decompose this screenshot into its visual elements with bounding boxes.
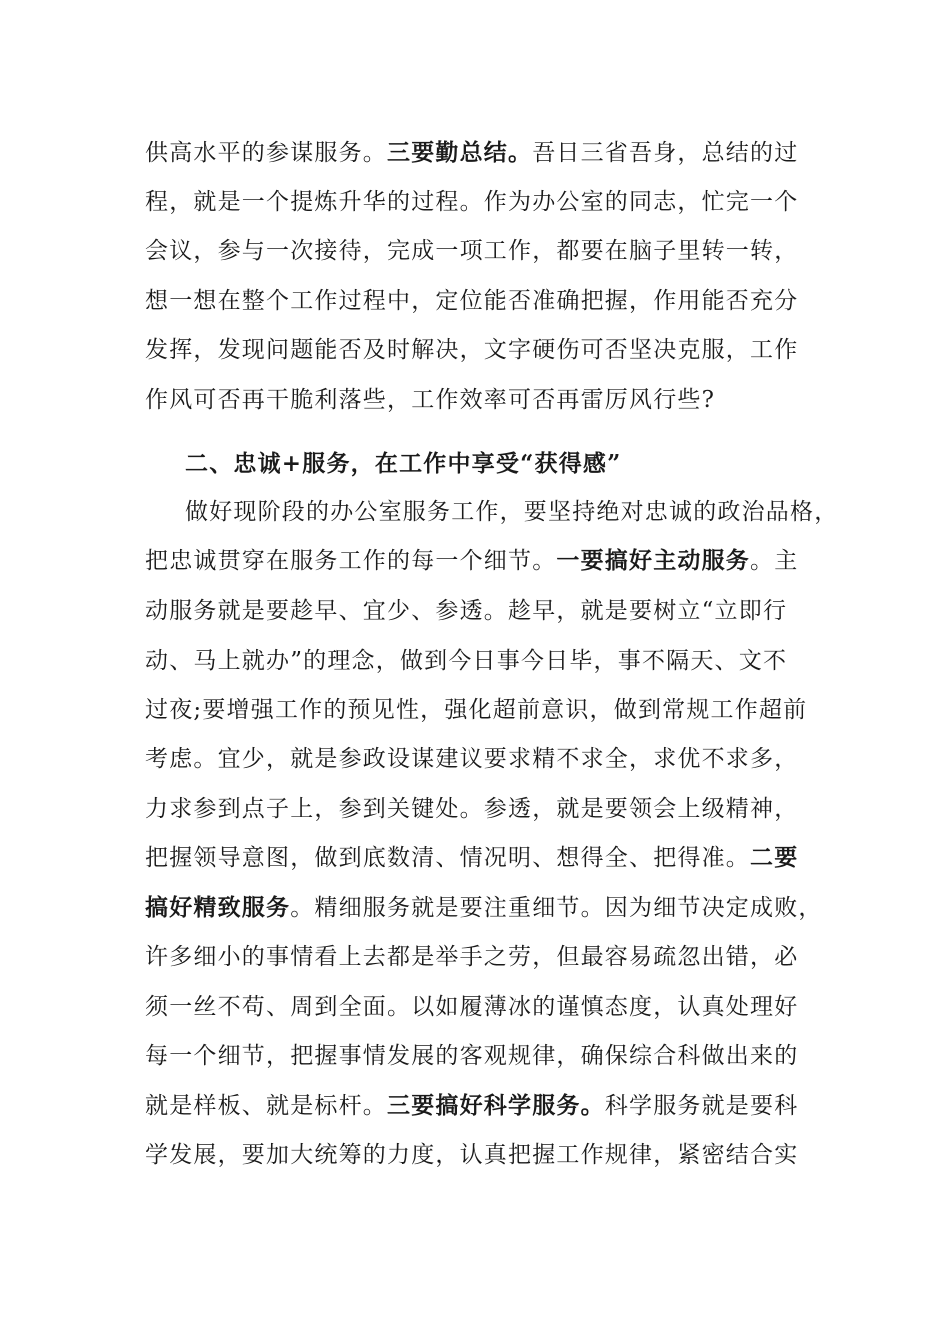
text-line: 供高水平的参谋服务。三要勤总结。吾日三省吾身，总结的过 [145, 139, 799, 166]
text-line: 学发展，要加大统筹的力度，认真把握工作规律，紧密结合实 [145, 1142, 799, 1168]
text-line: 搞好精致服务。精细服务就是要注重细节。因为细节决定成败， [145, 894, 823, 921]
text-line: 作风可否再干脆利落些，工作效率可否再雷厉风行些? [145, 387, 716, 413]
text-line: 程，就是一个提炼升华的过程。作为办公室的同志，忙完一个 [145, 189, 799, 215]
text-line: 动、马上就办”的理念，做到今日事今日毕，事不隔天、文不 [145, 648, 788, 674]
text-line: 把忠诚贯穿在服务工作的每一个细节。一要搞好主动服务。主 [145, 547, 799, 574]
text-line: 会议，参与一次接待，完成一项工作，都要在脑子里转一转， [145, 238, 799, 264]
text-line: 动服务就是要趁早、宜少、参透。趁早，就是要树立“立即行 [145, 598, 788, 624]
text-line: 力求参到点子上，参到关键处。参透，就是要领会上级精神， [145, 796, 799, 822]
text-line: 发挥，发现问题能否及时解决，文字硬伤可否坚决克服，工作 [145, 337, 799, 363]
text-line: 考虑。宜少，就是参政设谋建议要求精不求全，求优不求多， [145, 746, 799, 772]
text-line: 想一想在整个工作过程中，定位能否准确把握，作用能否充分 [145, 288, 799, 314]
text-line: 过夜;要增强工作的预见性，强化超前意识，做到常规工作超前 [145, 697, 808, 723]
text-line: 做好现阶段的办公室服务工作，要坚持绝对忠诚的政治品格， [185, 499, 839, 525]
text-line: 把握领导意图，做到底数清、情况明、想得全、把得准。二要 [145, 844, 799, 871]
text-line: 须一丝不苟、周到全面。以如履薄冰的谨慎态度，认真处理好 [145, 994, 799, 1020]
text-line: 许多细小的事情看上去都是举手之劳，但最容易疏忽出错，必 [145, 944, 799, 970]
text-line: 每一个细节，把握事情发展的客观规律，确保综合科做出来的 [145, 1043, 799, 1069]
text-line: 就是样板、就是标杆。三要搞好科学服务。科学服务就是要科 [145, 1092, 799, 1119]
section-heading: 二、忠诚+服务，在工作中享受“获得感” [185, 450, 622, 477]
